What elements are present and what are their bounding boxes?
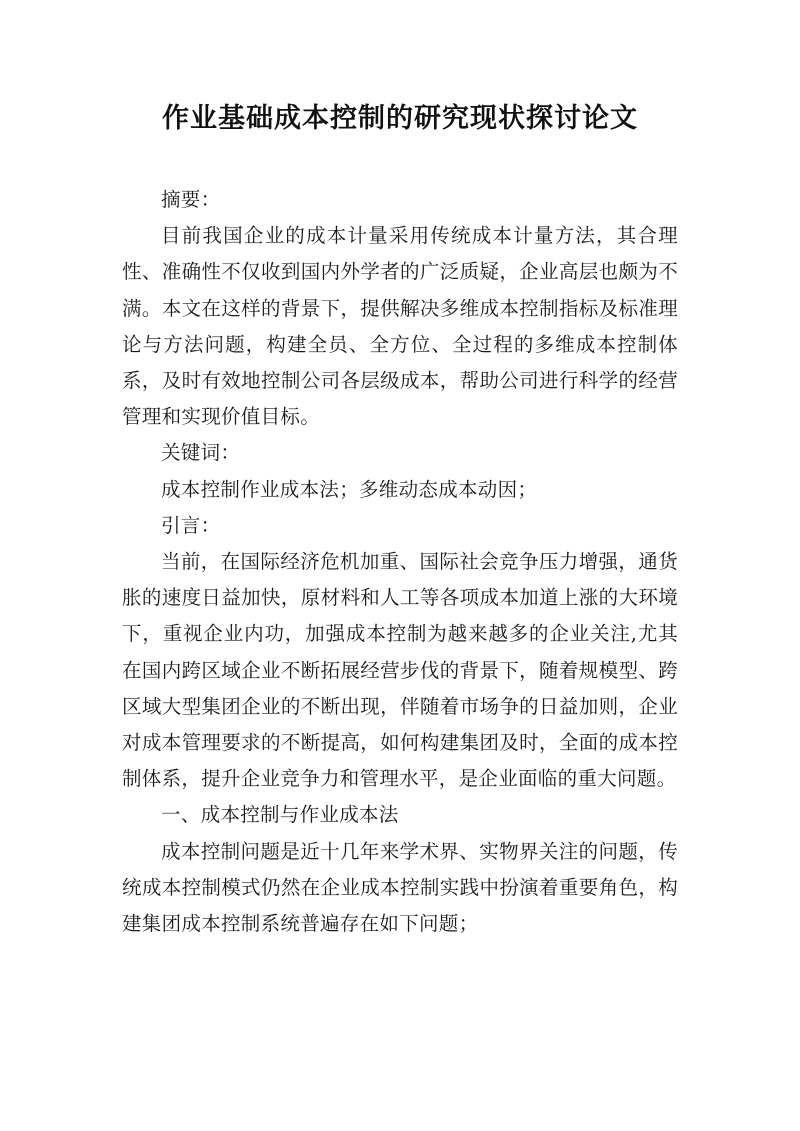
section-1-heading: 一、成本控制与作业成本法 bbox=[161, 803, 399, 827]
keywords-paragraph: 成本控制作业成本法；多维动态成本动因； bbox=[161, 477, 538, 501]
abstract-paragraph: 目前我国企业的成本计量采用传统成本计量方法，其合理性、准确性不仅收到国内外学者的广泛质疑，企业高层也颇为不满。本文在这样的背景下，提供解决多维成本控制指标及标准理论与方法问题，构建全员、全方位、全过程的多维成本控制体系，及时有效地控制公司各层级成本，帮助公司进行科学的经营管理和实现价值目标。 bbox=[122, 224, 678, 429]
document-body bbox=[122, 182, 678, 942]
section-1-paragraph: 成本控制问题是近十几年来学术界、实物界关注的问题，传统成本控制模式仍然在企业成本控制实践中扮演着重要角色，构建集团成本控制系统普遍存在如下问题； bbox=[122, 839, 678, 936]
document-title: 作业基础成本控制的研究现状探讨论文 bbox=[162, 103, 638, 134]
keywords-heading: 关键词： bbox=[161, 441, 241, 465]
abstract-heading: 摘要： bbox=[161, 188, 221, 211]
introduction-paragraph: 当前，在国际经济危机加重、国际社会竞争压力增强，通货胀的速度日益加快，原材料和人工等各项成本加道上涨的大环境下，重视企业内功，加强成本控制为越来越多的企业关注,尤其在国内跨区域企业不断拓展经营步伐的背景下，随着规模型、跨区域大型集团企业的不断出现，伴随着市场争的日益加则，企业对成本管理要求的不断提高，如何构建集团及时，全面的成本控制体系，提升企业竞争力和管理水平，是企业面临的重大问题。 bbox=[122, 550, 678, 791]
introduction-heading: 引言： bbox=[161, 513, 221, 537]
